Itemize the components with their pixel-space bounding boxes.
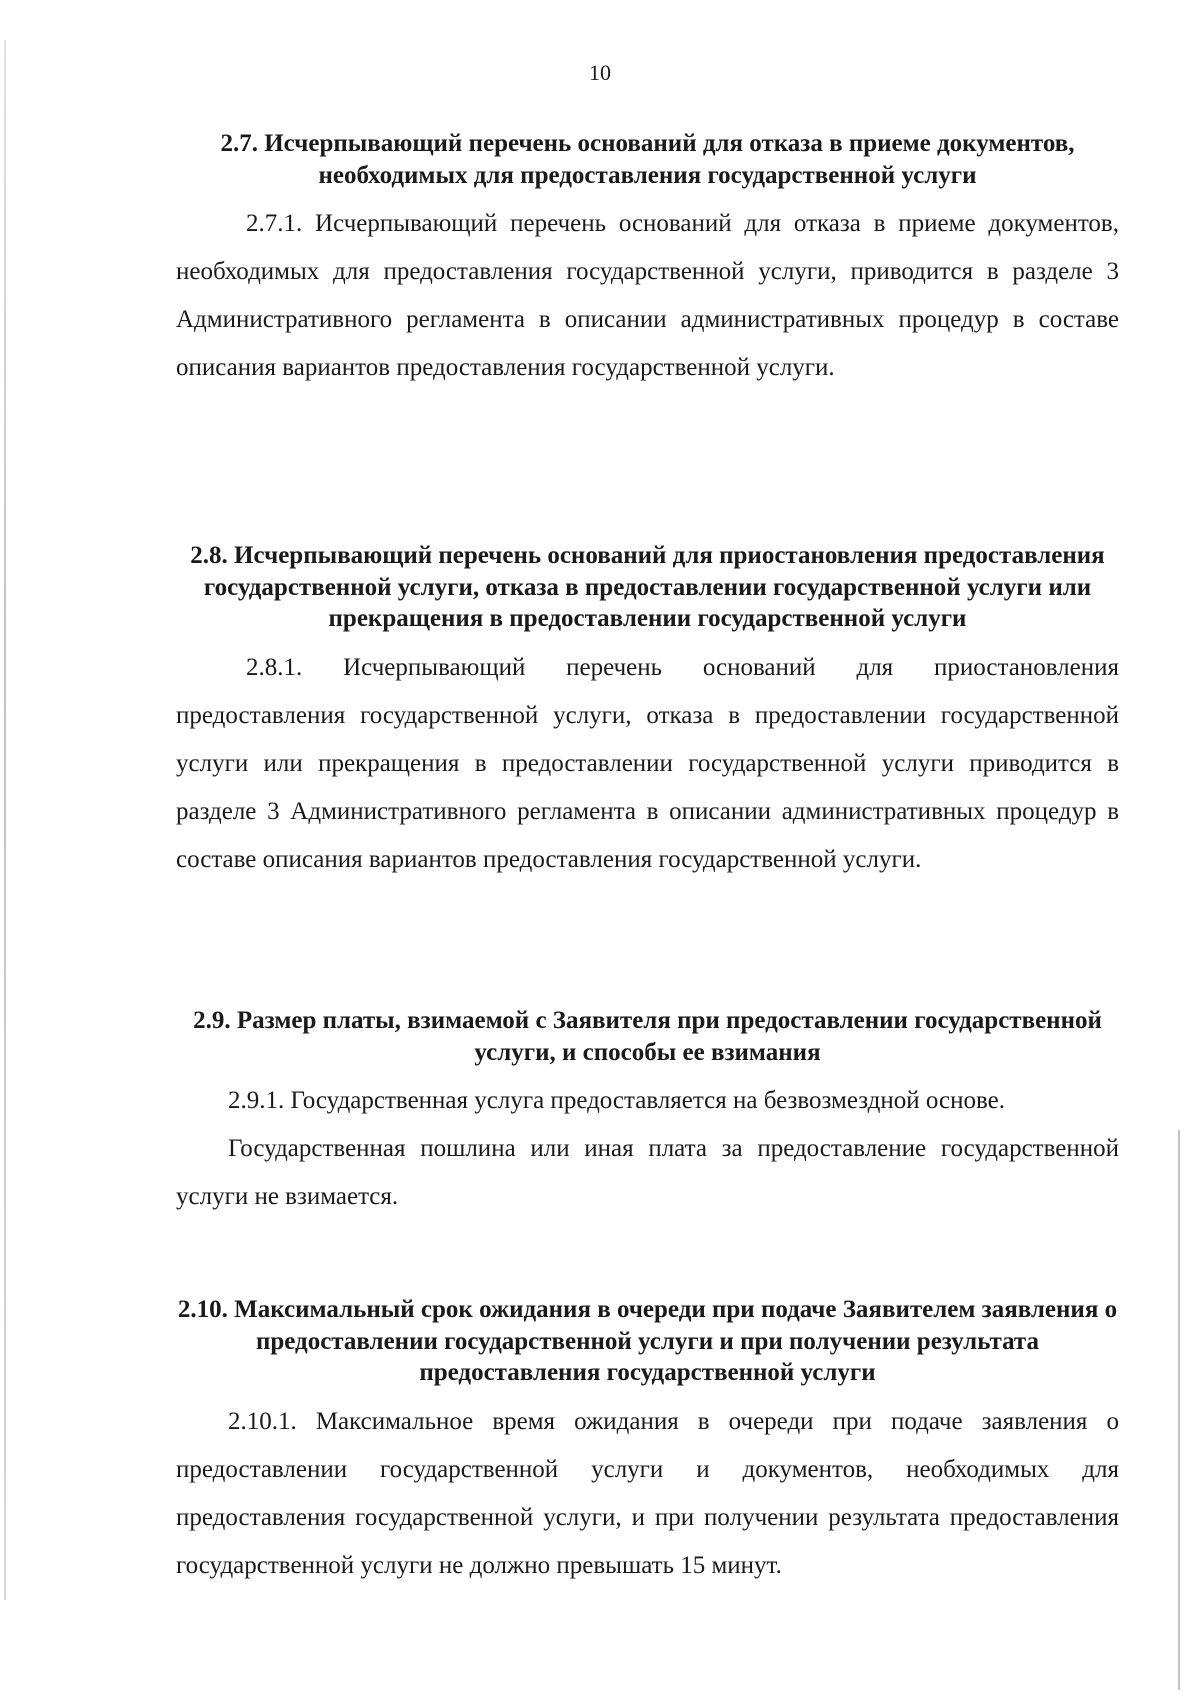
section-heading: 2.8. Исчерпывающий перечень оснований для приостановления предоставления государственной услуги, отказа в предоставлении государственной услуги или прекращения в предоставлении государственной услуги [190,542,1105,632]
paragraph: 2.9.1. Государственная услуга предоставляется на безвозмездной основе. [228,1087,1005,1114]
section-heading: 2.9. Размер платы, взимаемой с Заявителя при предоставлении государственной услуги, и способы ее взимания [193,1007,1102,1066]
paragraph: 2.8.1. Исчерпывающий перечень оснований для приостановления предоставления государственной услуги, отказа в предоставлении государственной услуги или прекращения в предоставлении государственной услуги приводится в разделе 3 Административного регламента в описании административных процедур в составе описания вариантов предоставления государственной услуги. [176,653,1119,873]
scan-left-edge [4,40,6,1600]
section-2-10 [176,1294,1119,1590]
section-heading: 2.10. Максимальный срок ожидания в очереди при подаче Заявителем заявления о предоставлении государственной услуги и при получении результата предоставления государственной услуги [177,1296,1118,1386]
page-number: 10 [589,60,611,85]
paragraph: 2.7.1. Исчерпывающий перечень оснований для отказа в приеме документов, необходимых для предоставления государственной услуги, приводится в разделе 3 Административного регламента в описании административных процедур в составе описания вариантов предоставления государственной услуги. [176,210,1119,381]
section-2-9 [176,1005,1119,1221]
paragraph: Государственная пошлина или иная плата за предоставление государственной услуги не взимается. [176,1135,1119,1210]
section-2-8 [176,540,1119,884]
scan-right-edge [1178,1130,1180,1690]
section-2-7 [176,128,1119,392]
section-heading: 2.7. Исчерпывающий перечень оснований для отказа в приеме документов, необходимых для предоставления государственной услуги [220,130,1075,189]
paragraph: 2.10.1. Максимальное время ожидания в очереди при подаче заявления о предоставлении государственной услуги и документов, необходимых для предоставления государственной услуги, и при получении результата предоставления государственной услуги не должно превышать 15 минут. [176,1407,1119,1579]
